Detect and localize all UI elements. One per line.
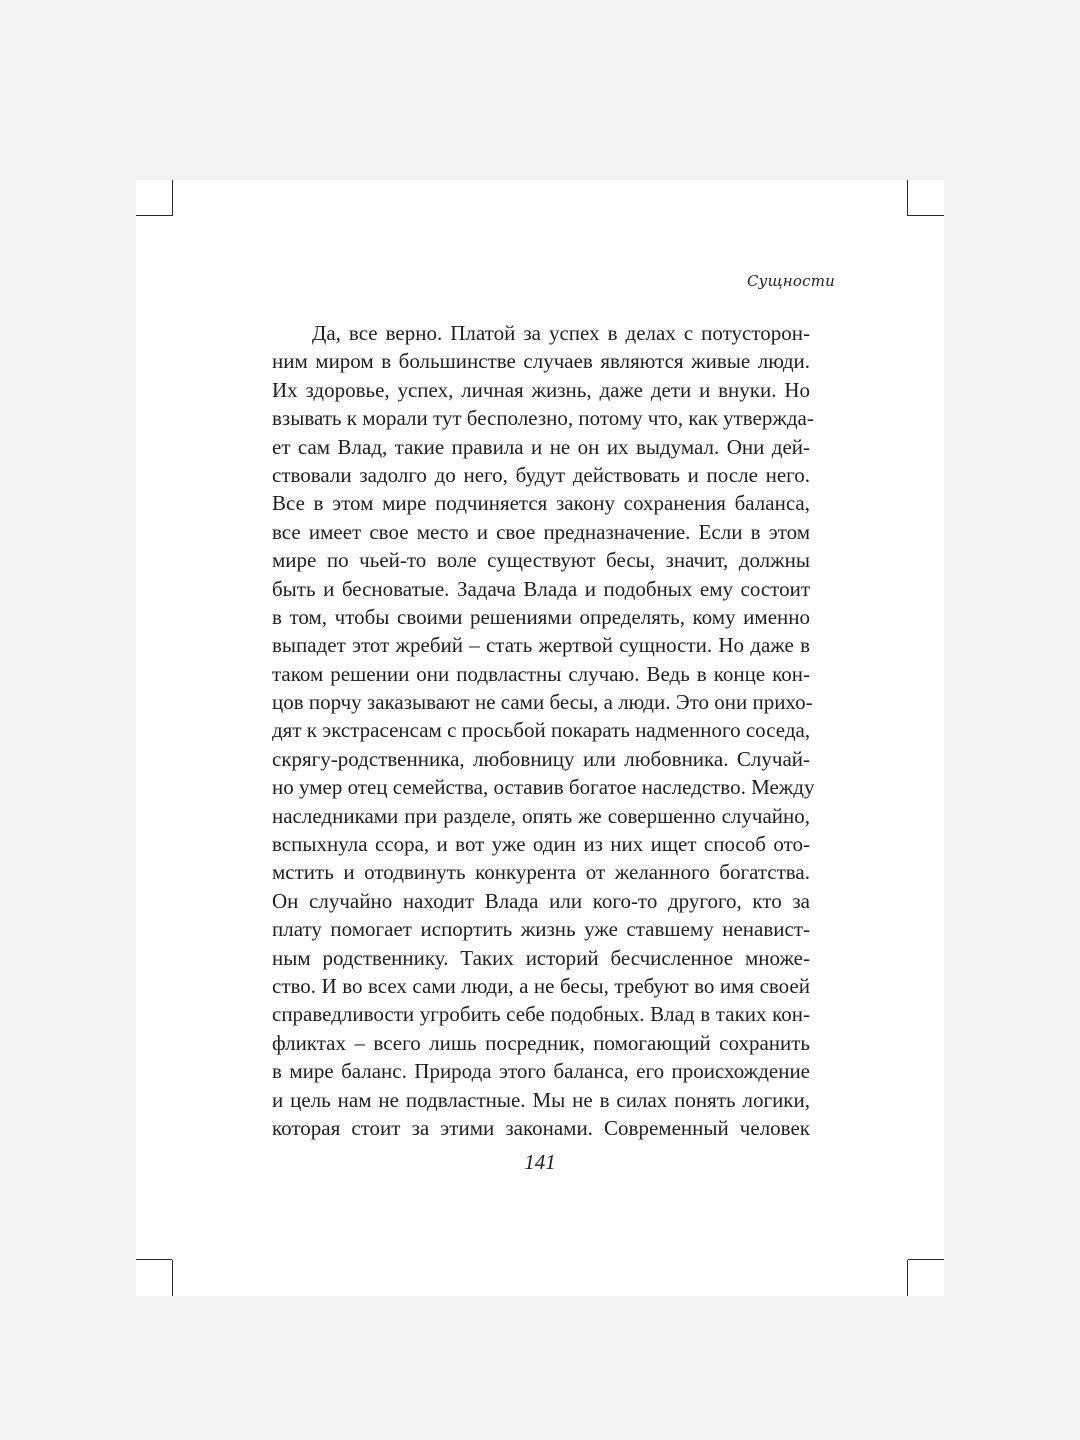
text-line: мстить и отодвинуть конкурента от желанного богатства. bbox=[272, 860, 810, 885]
text-line: все имеет свое место и свое предназначение. Если в этом bbox=[272, 519, 810, 544]
text-line: быть и бесноватые. Задача Влада и подобных ему состоит bbox=[272, 576, 810, 601]
crop-mark-top-right-h bbox=[908, 215, 944, 216]
text-line: плату помогает испортить жизнь уже ставшему ненавист- bbox=[272, 917, 810, 942]
text-line: и цель нам не подвластные. Мы не в силах понять логики, bbox=[272, 1087, 810, 1112]
text-line: Он случайно находит Влада или кого-то другого, кто за bbox=[272, 888, 810, 913]
text-line: в том, чтобы своими решениями определять, кому именно bbox=[272, 604, 810, 629]
running-header: Сущности bbox=[747, 272, 835, 290]
text-line: вспыхнула ссора, и вот уже один из них ищет способ ото- bbox=[272, 832, 810, 857]
crop-mark-bottom-left-h bbox=[136, 1259, 172, 1260]
text-line: цов порчу заказывают не сами бесы, а люди. Это они прихо- bbox=[272, 690, 813, 715]
body-text bbox=[272, 319, 815, 1142]
text-line: скрягу-родственника, любовницу или любовника. Случай- bbox=[272, 746, 810, 771]
text-line: взывать к морали тут бесполезно, потому что, как утвержда- bbox=[272, 406, 814, 431]
text-line: таком решении они подвластны случаю. Ведь в конце кон- bbox=[272, 661, 810, 686]
text-line: Да, все верно. Платой за успех в делах с потусторон- bbox=[312, 321, 810, 345]
crop-mark-bottom-right-h bbox=[908, 1259, 944, 1260]
text-line: справедливости угробить себе подобных. Влад в таких кон- bbox=[272, 1002, 810, 1027]
text-line: ствовали задолго до него, будут действовать и после него. bbox=[272, 462, 810, 487]
text-line: в мире баланс. Природа этого баланса, его происхождение bbox=[272, 1059, 810, 1084]
text-line: ным родственнику. Таких историй бесчисленное множе- bbox=[272, 945, 810, 970]
text-line: фликтах – всего лишь посредник, помогающий сохранить bbox=[272, 1030, 810, 1055]
text-line: выпадет этот жребий – стать жертвой сущности. Но даже в bbox=[272, 633, 810, 658]
text-line: ет сам Влад, такие правила и не он их выдумал. Они дей- bbox=[272, 434, 810, 459]
text-line: мире по чьей-то воле существуют бесы, значит, должны bbox=[272, 548, 810, 573]
crop-mark-top-left-v bbox=[172, 180, 173, 216]
text-line: наследниками при разделе, опять же совершенно случайно, bbox=[272, 803, 810, 828]
text-line: но умер отец семейства, оставив богатое наследство. Между bbox=[272, 775, 815, 800]
text-line: Их здоровье, успех, личная жизнь, даже дети и внуки. Но bbox=[272, 377, 810, 402]
text-line: которая стоит за этими законами. Современный человек bbox=[272, 1115, 810, 1140]
text-line: ним миром в большинстве случаев являются живые люди. bbox=[272, 349, 810, 374]
crop-mark-top-right-v bbox=[907, 180, 908, 216]
text-line: ство. И во всех сами люди, а не бесы, требуют во имя своей bbox=[272, 973, 810, 998]
crop-mark-bottom-left-v bbox=[172, 1260, 173, 1296]
text-line: Все в этом мире подчиняется закону сохранения баланса, bbox=[272, 491, 810, 516]
crop-mark-top-left-h bbox=[136, 215, 172, 216]
text-line: дят к экстрасенсам с просьбой покарать надменного соседа, bbox=[272, 718, 811, 743]
page-number: 141 bbox=[524, 1150, 556, 1174]
crop-mark-bottom-right-v bbox=[907, 1260, 908, 1296]
